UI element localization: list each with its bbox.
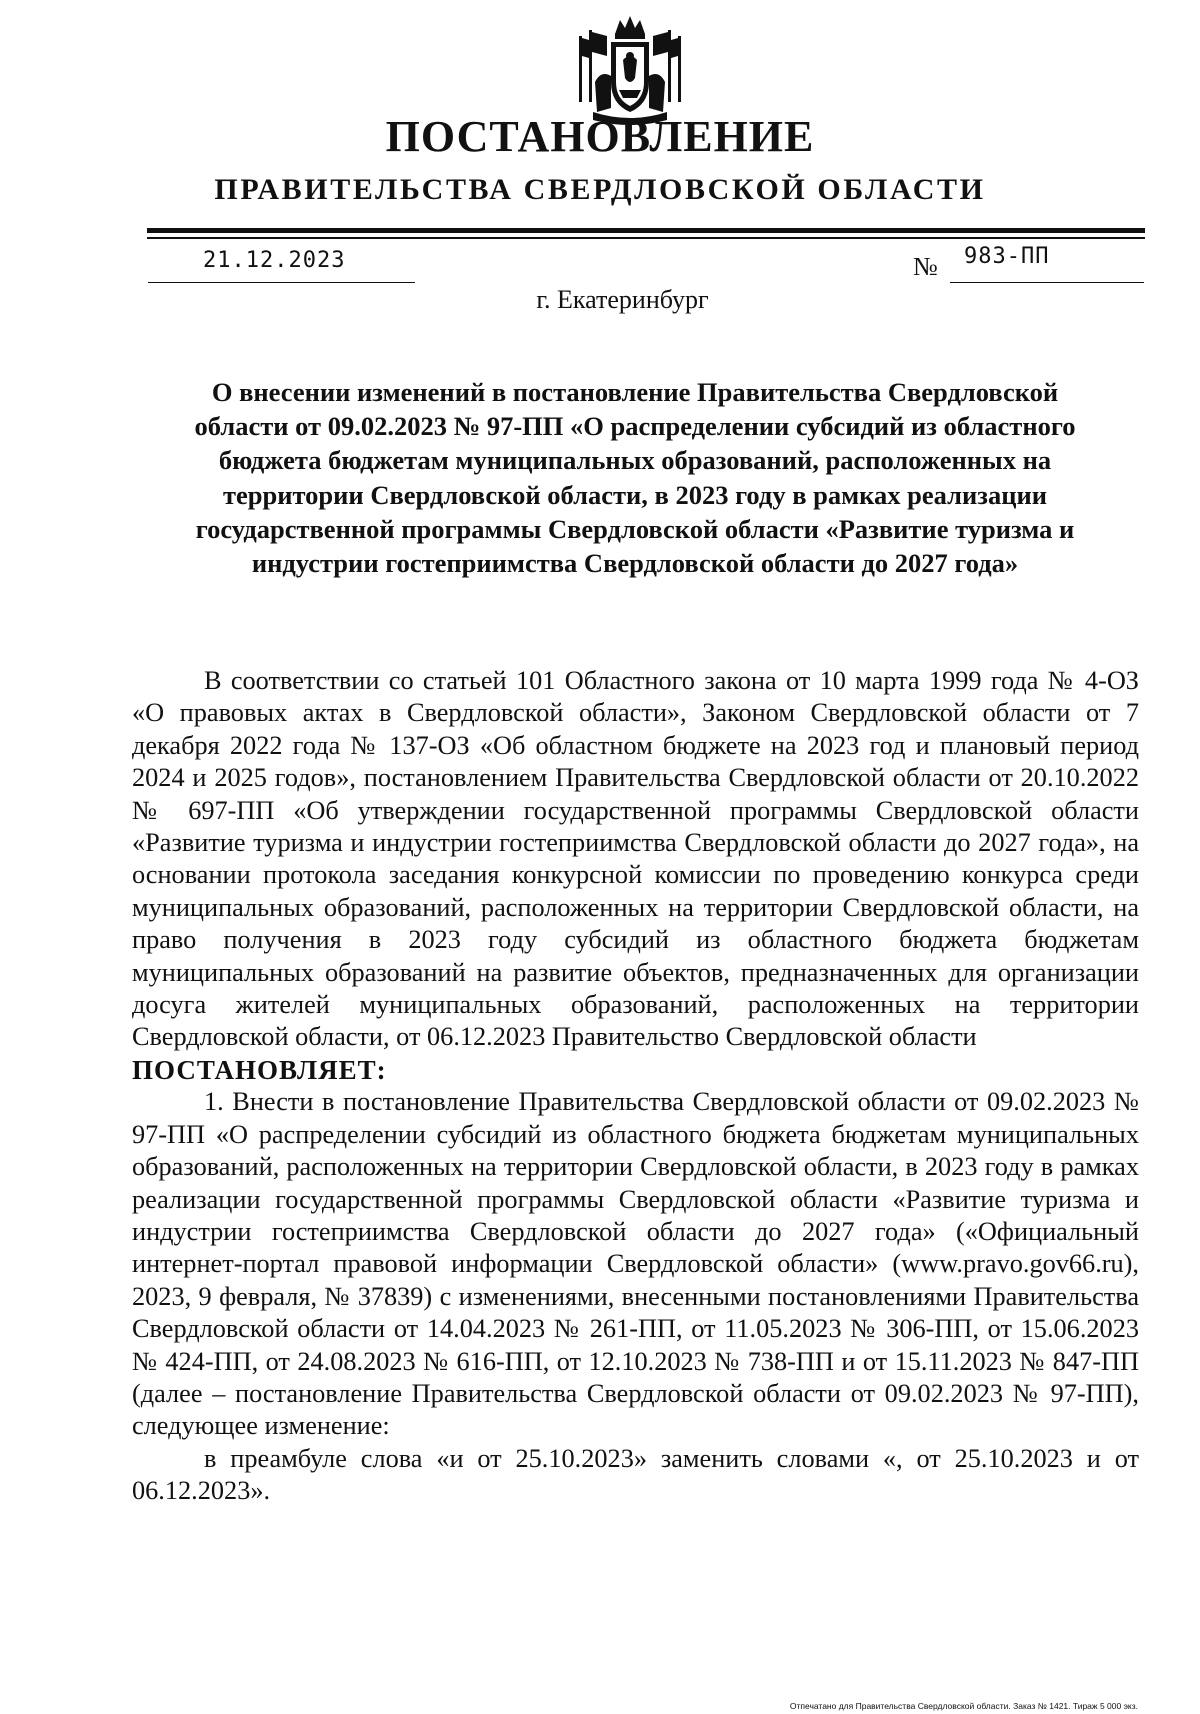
header-rule-thick xyxy=(147,228,1145,233)
document-body xyxy=(132,665,1139,1508)
number-sign: № xyxy=(913,252,938,281)
preamble-paragraph: В соответствии со статьей 101 Областного закона от 10 марта 1999 года № 4-ОЗ «О правовых актах в Свердловской области», Законом Свердловской области от 7 декабря 2022 года № 137-ОЗ «Об областном бюджете на 2023 год и плановый период 2024 и 2025 годов», постановлением Правительства Свердловской области от 20.10.2022 № 697-ПП «Об утверждении государственной программы Свердловской области «Развитие туризма и индустрии гостеприимства Свердловской области до 2027 года», на основании протокола заседания конкурсной комиссии по проведению конкурса среди муниципальных образований, расположенных на территории Свердловской области, на право получения в 2023 году субсидий из областного бюджета бюджетам муниципальных образований на развитие объектов, предназначенных для организации досуга жителей муниципальных образований, расположенных на территории Свердловской области, от 06.12.2023 Правительство Свердловской области xyxy=(132,666,1139,1052)
print-footer: Отпечатано для Правительства Свердловской области. Заказ № 1421. Тираж 5 000 экз. xyxy=(789,1701,1138,1711)
document-title: О внесении изменений в постановление Правительства Свердловской области от 09.02.2023 № 97-ПП «О распределении субсидий из областного бюджета бюджетам муниципальных образований, расположенных на территории Свердловской области, в 2023 году в рамках реализации государственной программы Свердловской области «Развитие туризма и индустрии гостеприимства Свердловской области до 2027 года» xyxy=(194,377,1076,579)
number-field xyxy=(950,246,1144,283)
item-1-paragraph: 1. Внести в постановление Правительства Свердловской области от 09.02.2023 № 97-ПП «О распределении субсидий из областного бюджета бюджетам муниципальных образований, расположенных на территории Свердловской области, в 2023 году в рамках реализации государственной программы Свердловской области «Развитие туризма и индустрии гостеприимства Свердловской области до 2027 года» («Официальный интернет-портал правовой информации Свердловской области» (www.pravo.gov66.ru), 2023, 9 февраля, № 37839) с изменениями, внесенными постановлениями Правительства Свердловской области от 14.04.2023 № 261-ПП, от 11.05.2023 № 306-ПП, от 15.06.2023 № 424-ПП, от 24.08.2023 № 616-ПП, от 12.10.2023 № 738-ПП и от 15.11.2023 № 847-ПП (далее – постановление Правительства Свердловской области от 09.02.2023 № 97-ПП), следующее изменение: xyxy=(132,1087,1139,1441)
issuer-heading: ПРАВИТЕЛЬСТВА СВЕРДЛОВСКОЙ ОБЛАСТИ xyxy=(214,173,986,206)
document-number: 983-ПП xyxy=(964,244,1050,269)
header-rule-thin xyxy=(147,237,1145,239)
coat-of-arms-emblem xyxy=(575,12,685,128)
date-field xyxy=(148,246,415,283)
document-type-heading: ПОСТАНОВЛЕНИЕ xyxy=(385,112,815,161)
issue-city: г. Екатеринбург xyxy=(536,285,709,314)
item-1-change-paragraph: в преамбуле слова «и от 25.10.2023» заменить словами «, от 25.10.2023 и от 06.12.2023». xyxy=(132,1443,1139,1506)
decree-word: ПОСТАНОВЛЯЕТ: xyxy=(132,1054,387,1085)
document-date: 21.12.2023 xyxy=(203,248,346,273)
